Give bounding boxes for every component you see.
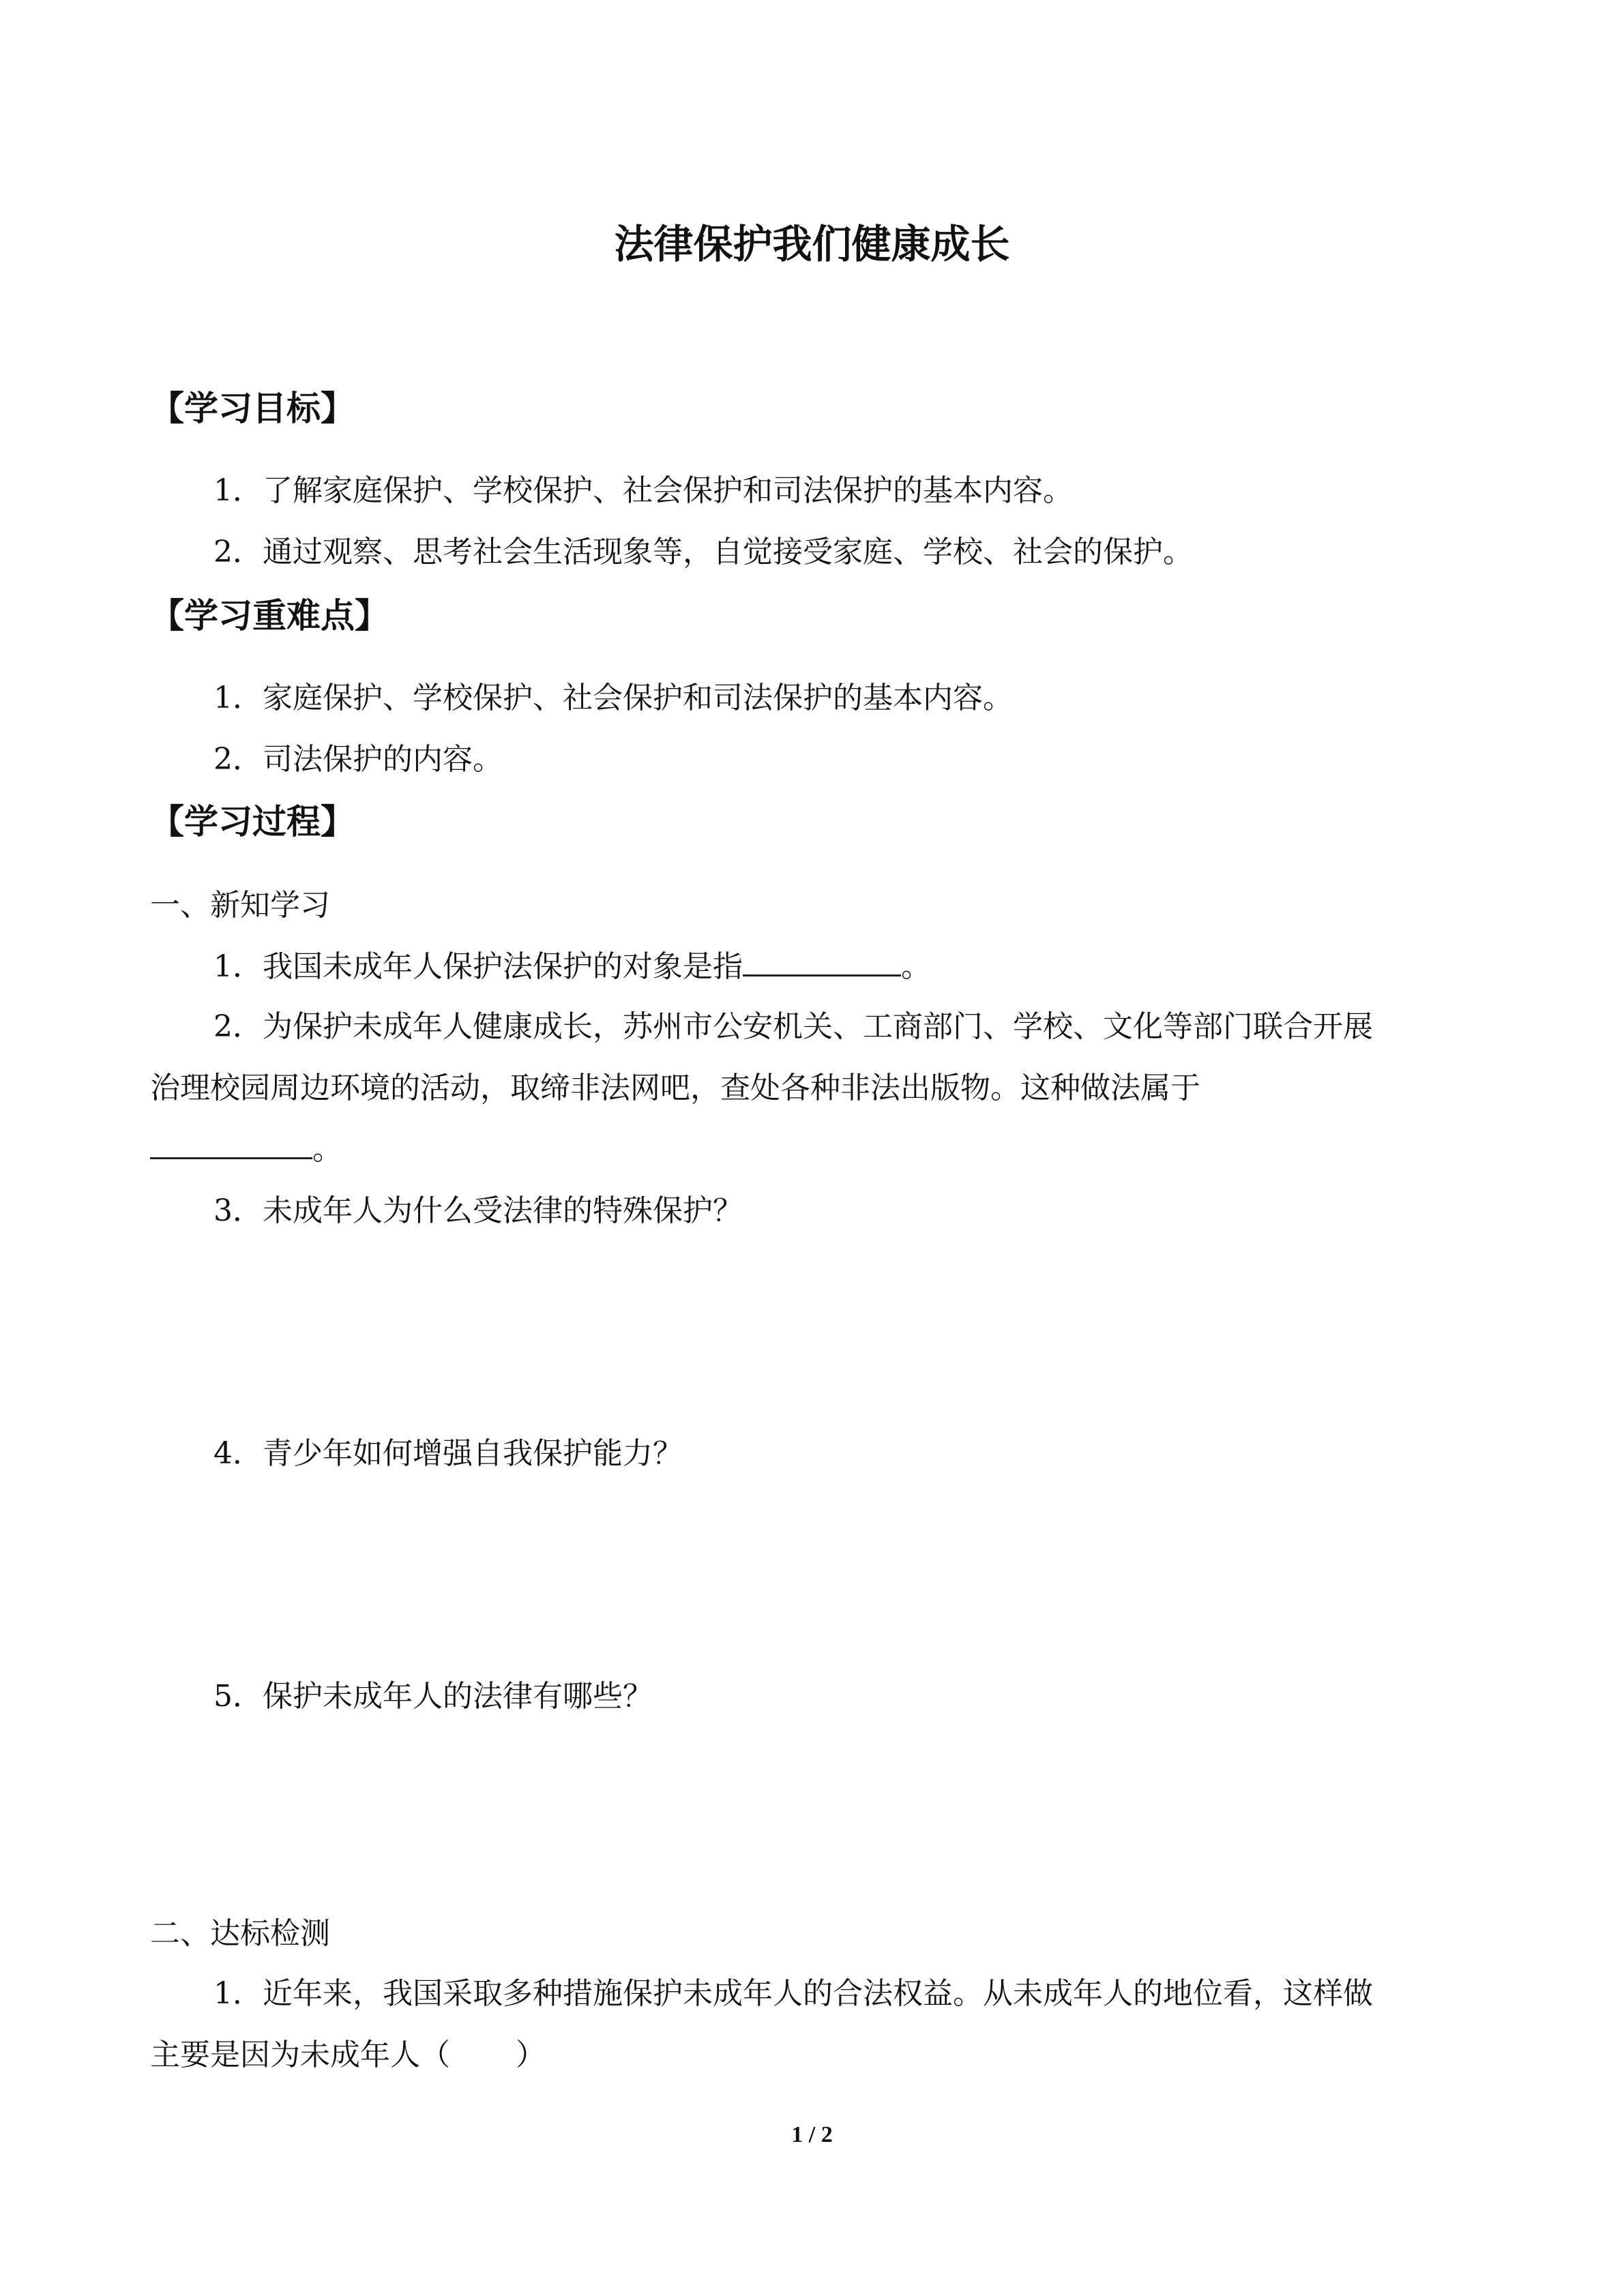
key-point-item-2: 2．司法保护的内容。 <box>213 742 503 777</box>
part1-label: 一、新知学习 <box>150 888 330 923</box>
question-1-end: 。 <box>901 949 931 984</box>
question-2-line-3 <box>150 1129 342 1170</box>
question-2-line-2: 治理校园周边环境的活动，取缔非法网吧，查处各种非法出版物。这种做法属于 <box>150 1071 1200 1105</box>
question-2-line-1: 2．为保护未成年人健康成长，苏州市公安机关、工商部门、学校、文化等部门联合开展 <box>213 1009 1373 1044</box>
key-points-heading: 【学习重难点】 <box>150 596 389 636</box>
test-question-1-line-1: 1．近年来，我国采取多种措施保护未成年人的合法权益。从未成年人的地位看，这样做 <box>213 1976 1373 2011</box>
objectives-heading: 【学习目标】 <box>150 389 355 428</box>
question-1-text: 1．我国未成年人保护法保护的对象是指 <box>213 949 743 984</box>
key-point-item-1: 1．家庭保护、学校保护、社会保护和司法保护的基本内容。 <box>213 681 1013 715</box>
part2-label: 二、达标检测 <box>150 1916 330 1951</box>
question-5: 5．保护未成年人的法律有哪些？ <box>213 1679 653 1714</box>
question-4: 4．青少年如何增强自我保护能力？ <box>213 1436 683 1471</box>
objective-item-2: 2．通过观察、思考社会生活现象等，自觉接受家庭、学校、社会的保护。 <box>213 535 1193 569</box>
question-2-end: 。 <box>312 1132 342 1167</box>
page-title: 法律保护我们健康成长 <box>614 221 1010 267</box>
answer-blank-2[interactable] <box>150 1130 312 1159</box>
question-3: 3．未成年人为什么受法律的特殊保护？ <box>213 1193 743 1228</box>
page-number: 1 / 2 <box>791 2122 833 2147</box>
objective-item-1: 1．了解家庭保护、学校保护、社会保护和司法保护的基本内容。 <box>213 473 1073 508</box>
answer-blank-1[interactable] <box>743 947 901 976</box>
test-question-1-end: ） <box>516 2038 546 2072</box>
test-question-1-text: 主要是因为未成年人（ <box>150 2038 450 2072</box>
question-1 <box>213 946 931 987</box>
test-question-1-line-2 <box>150 2035 546 2076</box>
process-heading: 【学习过程】 <box>150 802 355 841</box>
